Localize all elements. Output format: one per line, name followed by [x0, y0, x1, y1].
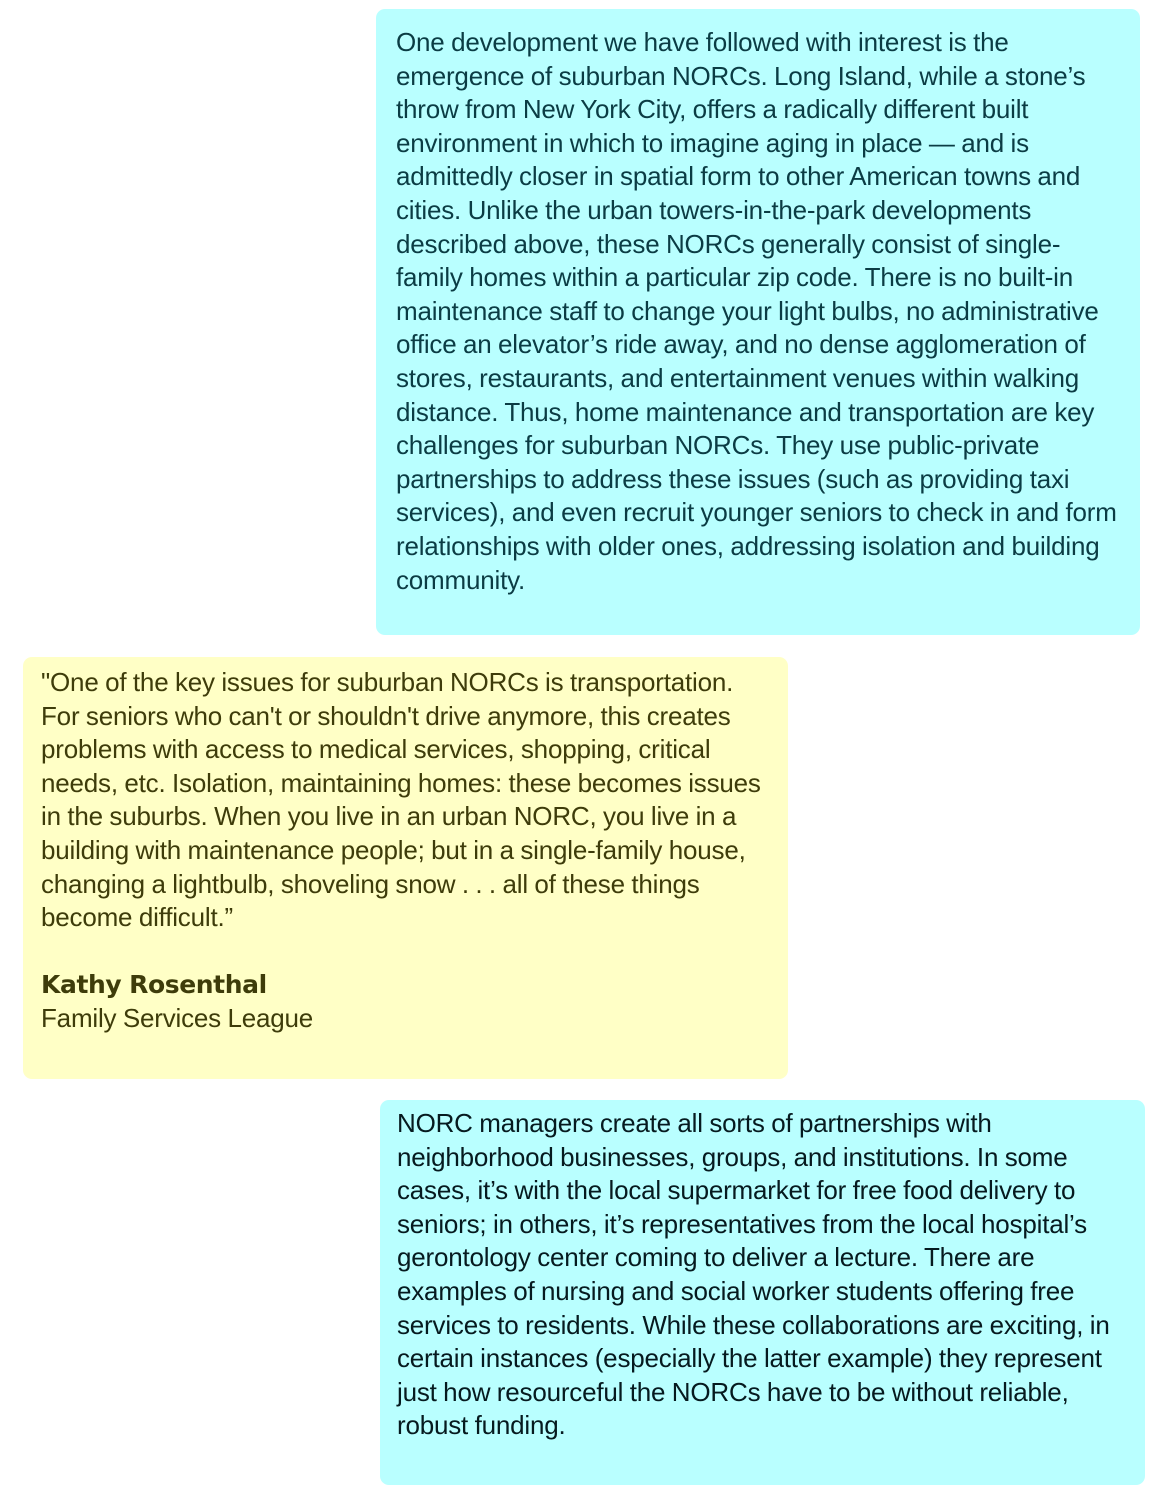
- partnerships-text-block: [380, 1100, 1145, 1485]
- quote-affiliation: Family Services League: [41, 1002, 314, 1033]
- quote-author: Kathy Rosenthal: [41, 970, 267, 1000]
- suburban-norcs-paragraph: One development we have followed with interest is the emergence of suburban NORCs. Long Island, while a stone’s throw from New York City, offers a radically different built environment in which to imagine aging in place — and is admittedly closer in spatial form to other American towns and cities. Unlike the urban towers-in-the-park developments described above, these NORCs generally consist of single-family homes within a particular zip code. There is no built-in maintenance staff to change your light bulbs, no administrative office an elevator’s ride away, and no dense agglomeration of stores, restaurants, and entertainment venues within walking distance. Thus, home maintenance and transportation are key challenges for suburban NORCs. They use public-private partnerships to address these issues (such as providing taxi services), and even recruit younger seniors to check in and form relationships with older ones, addressing isolation and building community.: [396, 27, 1117, 595]
- pull-quote-block: [23, 657, 788, 1079]
- suburban-norcs-text-block: [376, 9, 1140, 635]
- quote-text: "One of the key issues for suburban NORCs is transportation. For seniors who can't or shouldn't drive anymore, this creates problems with access to medical services, shopping, critical needs, etc. Isolation, maintaining homes: these becomes issues in the suburbs. When you live in an urban NORC, you live in a building with maintenance people; but in a single-family house, changing a lightbulb, shoveling snow . . . all of these things become difficult.”: [41, 667, 761, 933]
- partnerships-paragraph: NORC managers create all sorts of partnerships with neighborhood businesses, groups, and institutions. In some cases, it’s with the local supermarket for free food delivery to seniors; in others, it’s representatives from the local hospital’s gerontology center coming to deliver a lecture. There are examples of nursing and social worker students offering free services to residents. While these collaborations are exciting, in certain instances (especially the latter example) they represent just how resourceful the NORCs have to be without reliable, robust funding.: [397, 1108, 1110, 1441]
